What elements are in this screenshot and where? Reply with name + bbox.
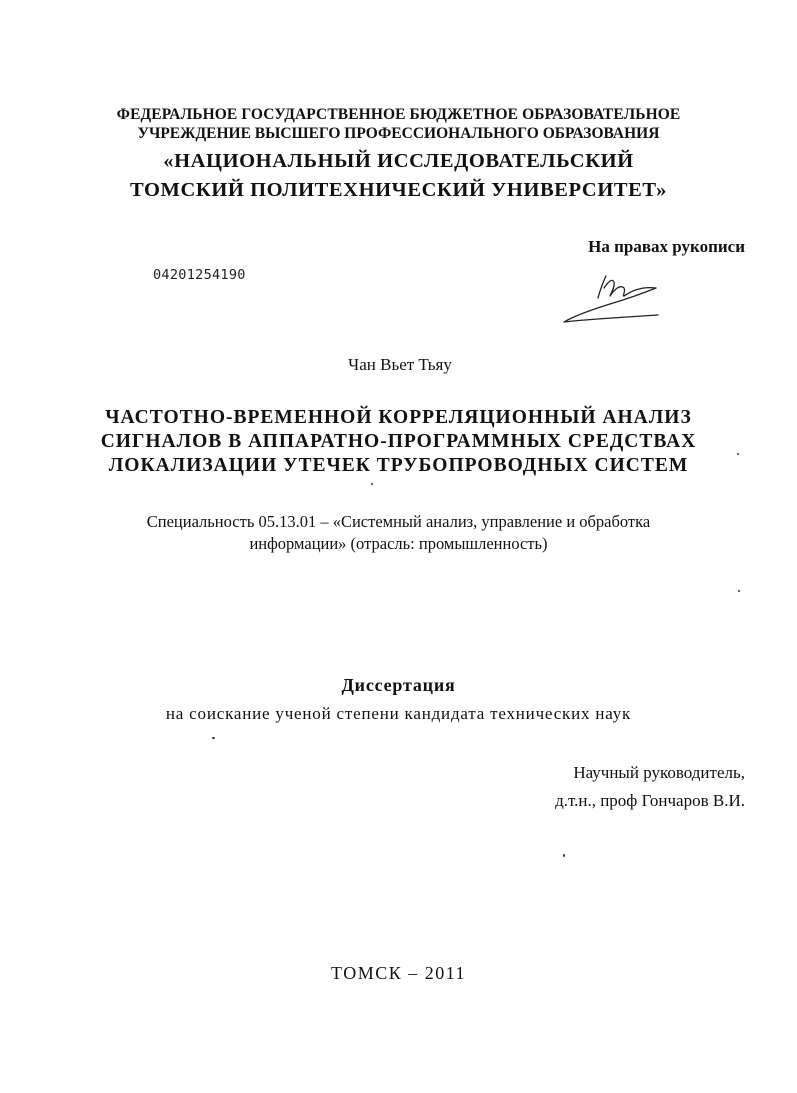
scan-speck xyxy=(737,453,739,455)
city-year: ТОМСК – 2011 xyxy=(330,963,467,983)
institution-line-1: ФЕДЕРАЛЬНОЕ ГОСУДАРСТВЕННОЕ БЮДЖЕТНОЕ ОБРАЗОВАТЕЛЬНОЕ xyxy=(116,106,681,123)
supervisor-label: Научный руководитель, xyxy=(573,763,745,782)
institution-line-2: УЧРЕЖДЕНИЕ ВЫСШЕГО ПРОФЕССИОНАЛЬНОГО ОБРАЗОВАНИЯ xyxy=(137,125,660,142)
scan-speck xyxy=(371,483,373,485)
handwritten-signature-icon xyxy=(560,268,665,330)
dissertation-label: Диссертация xyxy=(341,675,456,695)
university-name-line-2: ТОМСКИЙ ПОЛИТЕХНИЧЕСКИЙ УНИВЕРСИТЕТ» xyxy=(129,179,668,201)
university-name-line-1: «НАЦИОНАЛЬНЫЙ ИССЛЕДОВАТЕЛЬСКИЙ xyxy=(163,150,634,172)
specialty-line-2: информации» (отрасль: промышленность) xyxy=(249,534,548,553)
title-line-1: ЧАСТОТНО-ВРЕМЕННОЙ КОРРЕЛЯЦИОННЫЙ АНАЛИЗ xyxy=(105,407,692,428)
scan-speck xyxy=(738,590,740,592)
scan-speck xyxy=(563,854,565,857)
author-name: Чан Вьет Тьяу xyxy=(348,355,452,374)
document-code: 04201254190 xyxy=(153,267,246,283)
specialty xyxy=(0,511,797,555)
degree-description: на соискание ученой степени кандидата технических наук xyxy=(165,704,632,723)
specialty-line-1: Специальность 05.13.01 – «Системный анализ, управление и обработка xyxy=(146,512,651,531)
title-line-3: ЛОКАЛИЗАЦИИ УТЕЧЕК ТРУБОПРОВОДНЫХ СИСТЕМ xyxy=(108,455,689,476)
scan-speck xyxy=(212,737,215,739)
dissertation-title xyxy=(0,406,797,478)
manuscript-rights-note: На правах рукописи xyxy=(588,237,745,256)
title-line-2: СИГНАЛОВ В АППАРАТНО-ПРОГРАММНЫХ СРЕДСТВАХ xyxy=(100,431,697,452)
supervisor-name: д.т.н., проф Гончаров В.И. xyxy=(555,791,745,810)
